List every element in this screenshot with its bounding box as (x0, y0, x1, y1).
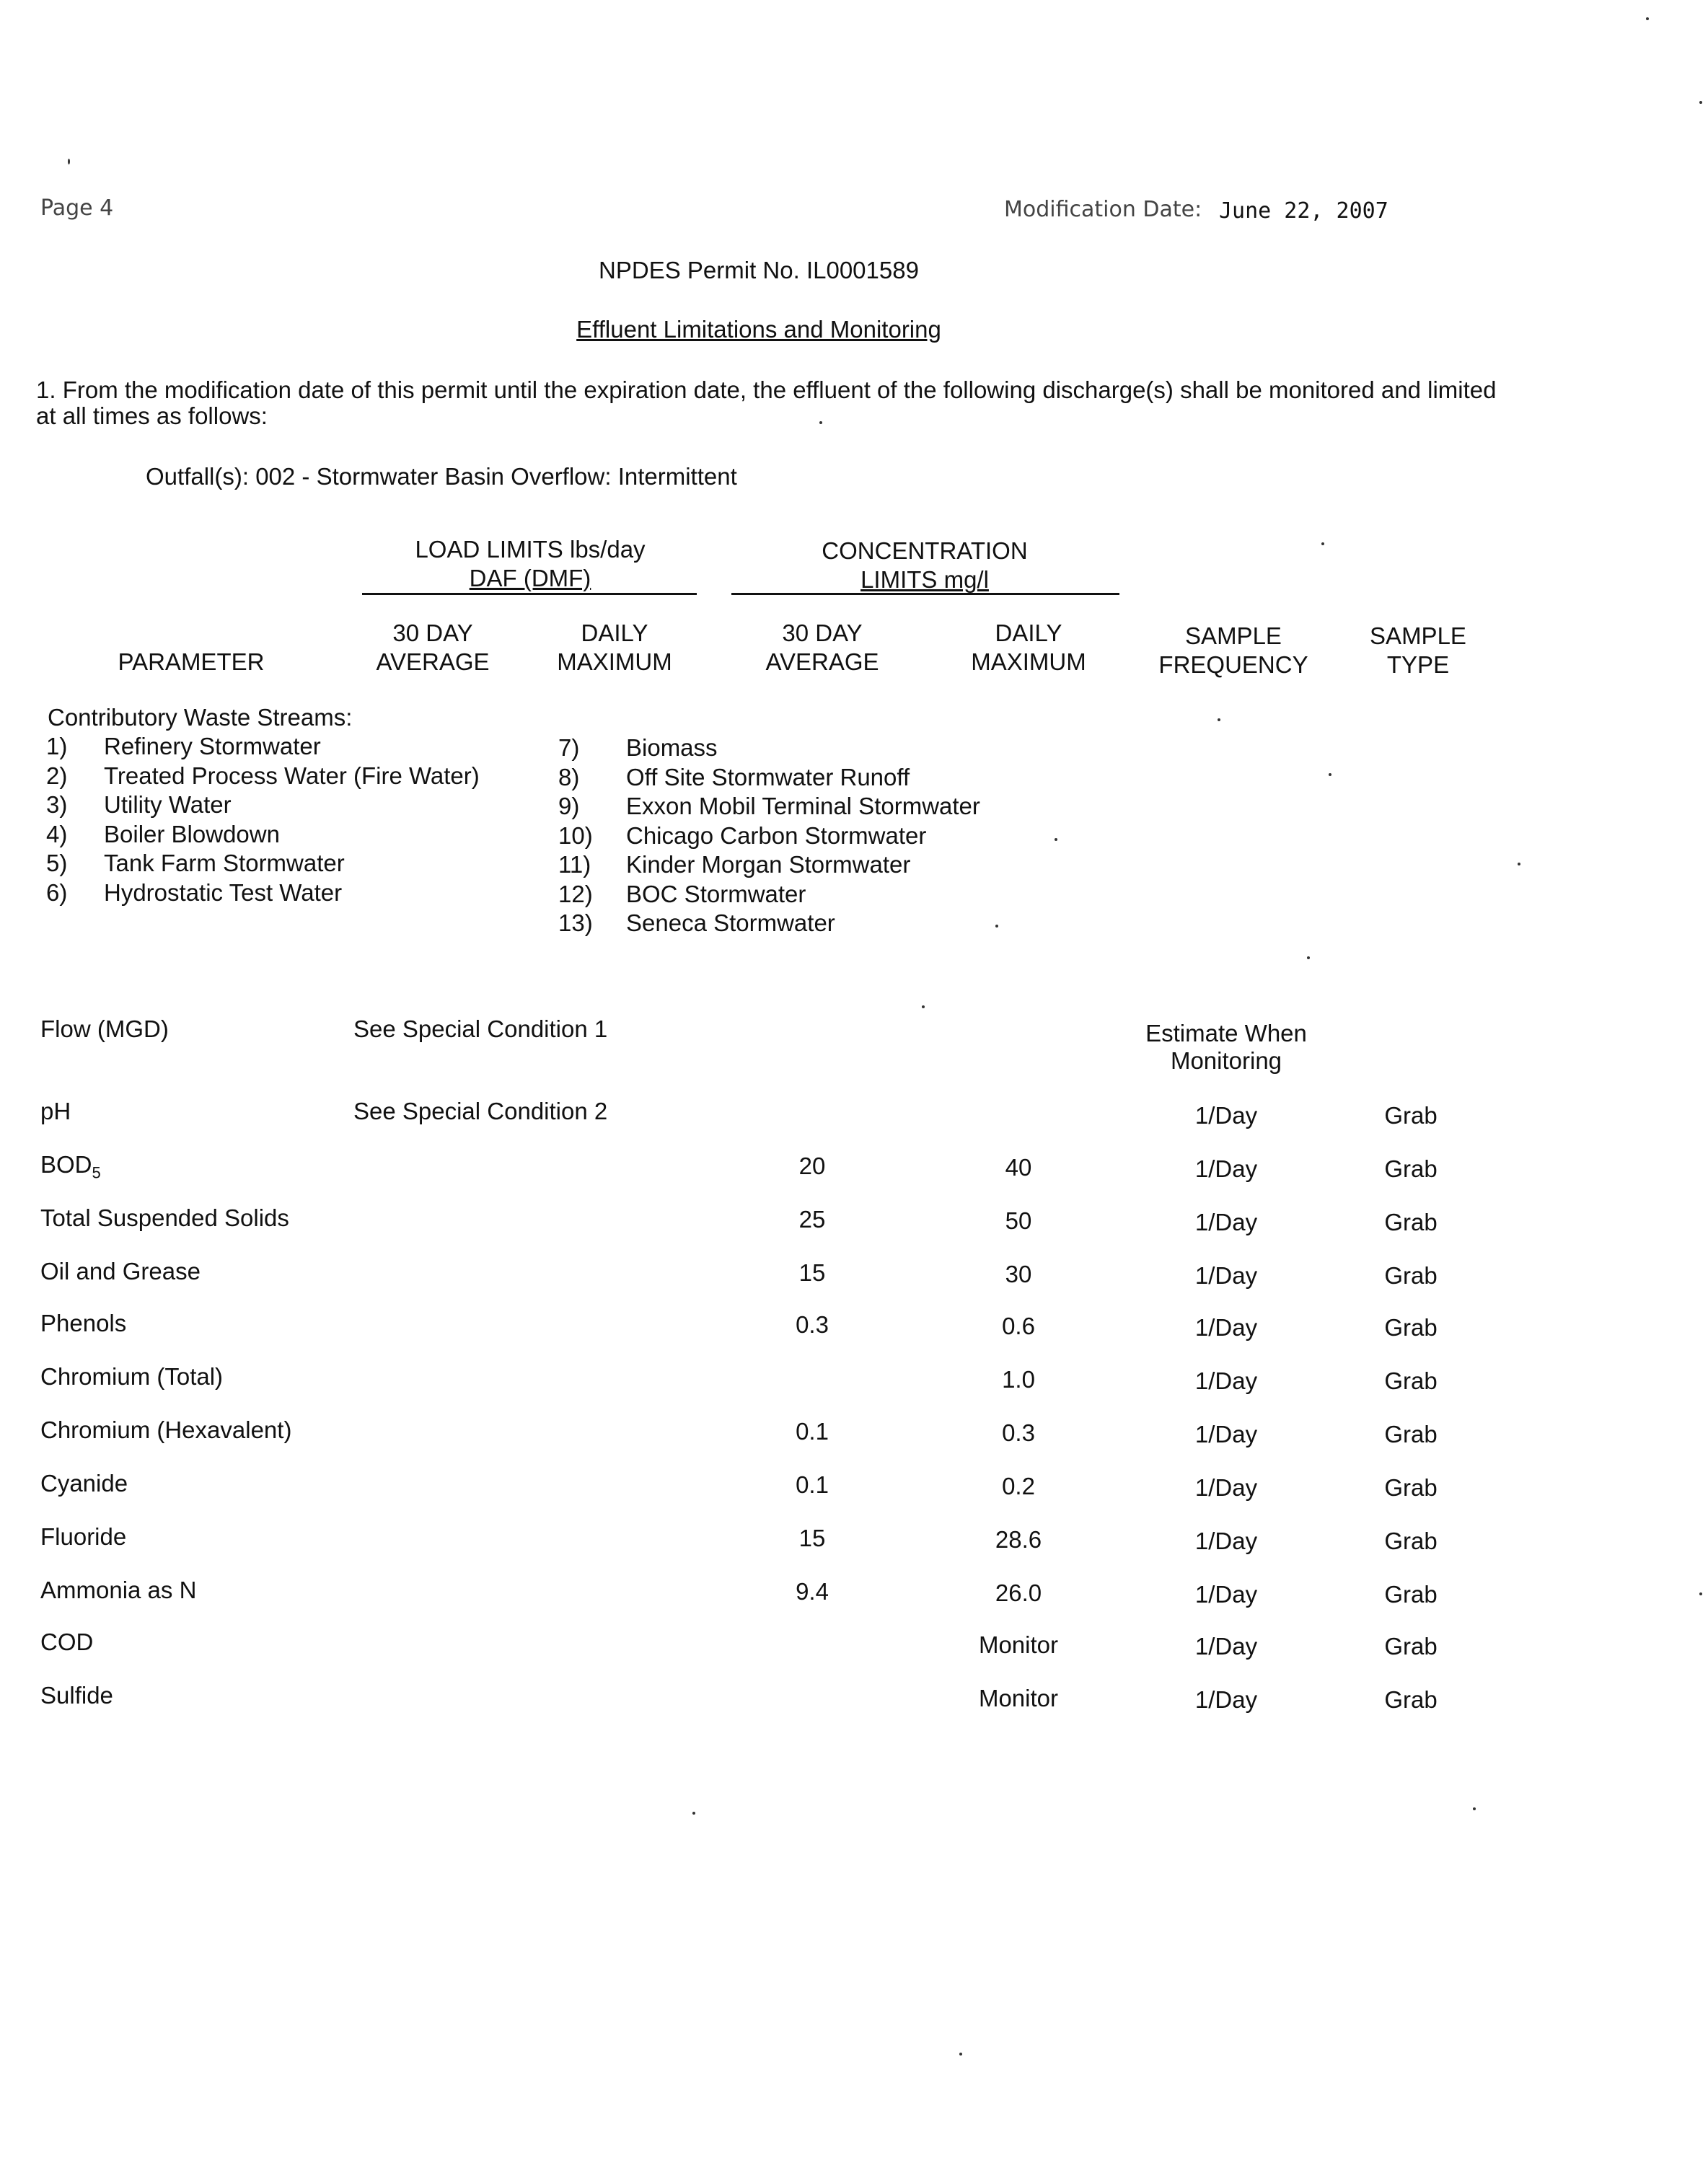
sample-type-value: Grab (1384, 1421, 1438, 1448)
col-conc-avg-line1: 30 DAY (782, 620, 863, 646)
conc-daily-max-value: 30 (1005, 1261, 1032, 1287)
col-load-daily-max (542, 619, 687, 677)
sample-type-value: Grab (1384, 1581, 1438, 1608)
conc-30day-avg-value: 20 (798, 1153, 826, 1179)
waste-stream-label: Utility Water (104, 791, 232, 818)
col-load-max-line2: MAXIMUM (557, 648, 672, 675)
col-sample-type (1346, 622, 1490, 679)
parameter-name: Cyanide (40, 1470, 128, 1497)
sample-frequency-value: 1/Day (1194, 1633, 1258, 1660)
sample-frequency-value: 1/Day (1194, 1421, 1258, 1448)
intro-line-2: at all times as follows: (36, 402, 268, 429)
parameter-name: Oil and Grease (40, 1258, 201, 1285)
col-load-30day-avg (361, 619, 505, 677)
scan-speck (1518, 863, 1520, 865)
waste-streams-heading: Contributory Waste Streams: (48, 704, 353, 731)
col-sample-frequency (1147, 622, 1320, 679)
waste-stream-number: 7) (558, 734, 580, 761)
parameter-name: Fluoride (40, 1523, 127, 1550)
scan-speck (1473, 1807, 1476, 1810)
sample-frequency-value: 1/Day (1194, 1474, 1258, 1501)
col-load-avg-line1: 30 DAY (392, 620, 473, 646)
parameter-name: $BOD_5$ (40, 1151, 101, 1182)
waste-stream-number: 5) (46, 850, 68, 876)
scan-speck (995, 925, 998, 928)
col-conc-max-line1: DAILY (995, 620, 1062, 646)
sample-type-value: Grab (1384, 1102, 1438, 1129)
col-freq-line2: FREQUENCY (1158, 651, 1308, 678)
conc-daily-max-value: 0.2 (1002, 1473, 1035, 1499)
waste-stream-label: Seneca Stormwater (626, 909, 835, 936)
sample-type-value: Grab (1384, 1262, 1438, 1289)
conc-30day-avg-value: 15 (798, 1525, 826, 1551)
modification-date: June 22, 2007 (1219, 198, 1388, 224)
waste-stream-label: Off Site Stormwater Runoff (626, 763, 910, 790)
parameter-name: Ammonia as N (40, 1577, 197, 1603)
col-parameter: PARAMETER (118, 648, 265, 675)
parameter-name: Total Suspended Solids (40, 1204, 289, 1231)
load-limits-rule (362, 593, 697, 595)
conc-daily-max-value: 0.6 (1002, 1313, 1035, 1339)
page-number: Page 4 (40, 195, 114, 221)
conc-30day-avg-value: 0.3 (796, 1311, 829, 1338)
col-freq-line1: SAMPLE (1185, 622, 1282, 649)
parameter-name: Sulfide (40, 1682, 113, 1709)
sample-frequency-value: 1/Day (1194, 1581, 1258, 1608)
waste-stream-number: 10) (558, 821, 593, 849)
waste-stream-number: 11) (558, 851, 591, 878)
scan-speck (1055, 838, 1057, 841)
sample-type-value: Grab (1384, 1474, 1438, 1501)
intro-line-1: 1. From the modification date of this permit until the expiration date, the effluent of the following discharge(s) shall be monitored and limited (36, 376, 1497, 403)
scan-speck (68, 159, 70, 164)
waste-stream-label: Treated Process Water (Fire Water) (104, 762, 480, 789)
conc-daily-max-value: Monitor (978, 1685, 1059, 1711)
sample-frequency-value: 1/Day (1194, 1262, 1258, 1289)
waste-stream-label: Exxon Mobil Terminal Stormwater (626, 793, 980, 819)
scan-speck (1307, 956, 1310, 959)
scan-speck (819, 421, 822, 424)
col-type-line2: TYPE (1386, 651, 1450, 678)
sample-frequency-value: 1/Day (1194, 1367, 1258, 1394)
sample-type-value: Grab (1384, 1686, 1438, 1713)
modification-label: Modification Date: (1004, 197, 1202, 222)
concentration-label: CONCENTRATION (822, 537, 1028, 564)
parameter-name: pH (40, 1098, 71, 1124)
sample-type-value: Grab (1384, 1314, 1438, 1341)
conc-daily-max-value: 40 (1005, 1154, 1032, 1181)
sample-frequency-value: 1/Day (1194, 1528, 1258, 1554)
load-limits-unit: DAF (DMF) (469, 565, 591, 591)
col-conc-max-line2: MAXIMUM (971, 648, 1086, 675)
scan-speck (922, 1005, 925, 1008)
sample-type-value: Grab (1384, 1155, 1438, 1182)
waste-stream-number: 13) (558, 909, 593, 936)
waste-stream-label: Chicago Carbon Stormwater (626, 821, 927, 849)
sample-type-value: Grab (1384, 1528, 1438, 1554)
waste-stream-number: 8) (558, 763, 580, 790)
load-limits-label: LOAD LIMITS lbs/day (415, 536, 646, 563)
sample-frequency-value: 1/Day (1194, 1209, 1258, 1235)
sample-type-value: Grab (1384, 1367, 1438, 1394)
conc-30day-avg-value: 9.4 (796, 1578, 829, 1605)
scan-speck (1646, 17, 1649, 20)
conc-daily-max-value: 1.0 (1002, 1366, 1035, 1393)
sample-frequency-value: Estimate When (1145, 1020, 1307, 1047)
load-limits-header (361, 535, 700, 593)
concentration-rule (731, 593, 1119, 595)
waste-stream-number: 6) (46, 878, 68, 906)
waste-stream-number: 4) (46, 820, 68, 847)
col-type-line1: SAMPLE (1370, 622, 1466, 649)
scan-speck (692, 1812, 695, 1815)
conc-daily-max-value: 50 (1005, 1207, 1032, 1234)
section-title: Effluent Limitations and Monitoring (576, 316, 941, 343)
col-load-max-line1: DAILY (581, 620, 648, 646)
waste-stream-number: 3) (46, 791, 68, 818)
waste-stream-label: Refinery Stormwater (104, 733, 321, 759)
parameter-name: Chromium (Hexavalent) (40, 1416, 292, 1443)
parameter-name: Flow (MGD) (40, 1015, 169, 1042)
conc-daily-max-value: Monitor (978, 1631, 1059, 1658)
waste-stream-number: 2) (46, 762, 68, 789)
waste-stream-label: Biomass (626, 734, 718, 761)
special-condition-note: See Special Condition 2 (353, 1098, 608, 1124)
scan-speck (1699, 1592, 1702, 1595)
concentration-header (730, 537, 1119, 594)
sample-frequency-value: 1/Day (1194, 1102, 1258, 1129)
conc-30day-avg-value: 15 (798, 1259, 826, 1286)
waste-stream-label: Hydrostatic Test Water (104, 878, 343, 906)
scan-speck (1321, 542, 1324, 545)
conc-daily-max-value: 28.6 (995, 1526, 1042, 1553)
col-load-avg-line2: AVERAGE (376, 648, 490, 675)
waste-stream-label: BOC Stormwater (626, 880, 806, 907)
waste-stream-label: Kinder Morgan Stormwater (626, 851, 911, 878)
concentration-unit: LIMITS mg/l (860, 566, 989, 593)
conc-30day-avg-value: 0.1 (796, 1471, 829, 1498)
conc-30day-avg-value: 0.1 (796, 1418, 829, 1445)
sample-type-value: Grab (1384, 1633, 1438, 1660)
waste-stream-label: Tank Farm Stormwater (104, 850, 345, 876)
parameter-name: Chromium (Total) (40, 1363, 224, 1390)
conc-daily-max-value: 0.3 (1002, 1419, 1035, 1446)
waste-stream-number: 1) (46, 733, 68, 759)
sample-frequency-value: 1/Day (1194, 1155, 1258, 1182)
waste-stream-number: 9) (558, 793, 580, 819)
parameter-name: Phenols (40, 1310, 127, 1336)
col-conc-avg-line2: AVERAGE (765, 648, 879, 675)
scan-speck (1218, 718, 1220, 721)
sample-frequency-value: 1/Day (1194, 1314, 1258, 1341)
parameter-subscript: 5 (92, 1163, 101, 1182)
sample-frequency-value: 1/Day (1194, 1686, 1258, 1713)
scan-speck (1699, 101, 1702, 104)
col-conc-daily-max (956, 619, 1101, 677)
conc-daily-max-value: 26.0 (995, 1579, 1042, 1606)
sample-type-value: Grab (1384, 1209, 1438, 1235)
scan-speck (959, 2053, 962, 2056)
permit-title: NPDES Permit No. IL0001589 (599, 257, 919, 283)
special-condition-note: See Special Condition 1 (353, 1015, 608, 1042)
waste-stream-number: 12) (558, 880, 593, 907)
parameter-name: COD (40, 1629, 94, 1655)
conc-30day-avg-value: 25 (798, 1206, 826, 1233)
scan-speck (1329, 773, 1331, 776)
col-conc-30day-avg (750, 619, 894, 677)
sample-frequency-value-line2: Monitoring (1170, 1047, 1282, 1074)
waste-stream-label: Boiler Blowdown (104, 820, 280, 847)
outfall-description: Outfall(s): 002 - Stormwater Basin Overflow: Intermittent (146, 463, 737, 490)
